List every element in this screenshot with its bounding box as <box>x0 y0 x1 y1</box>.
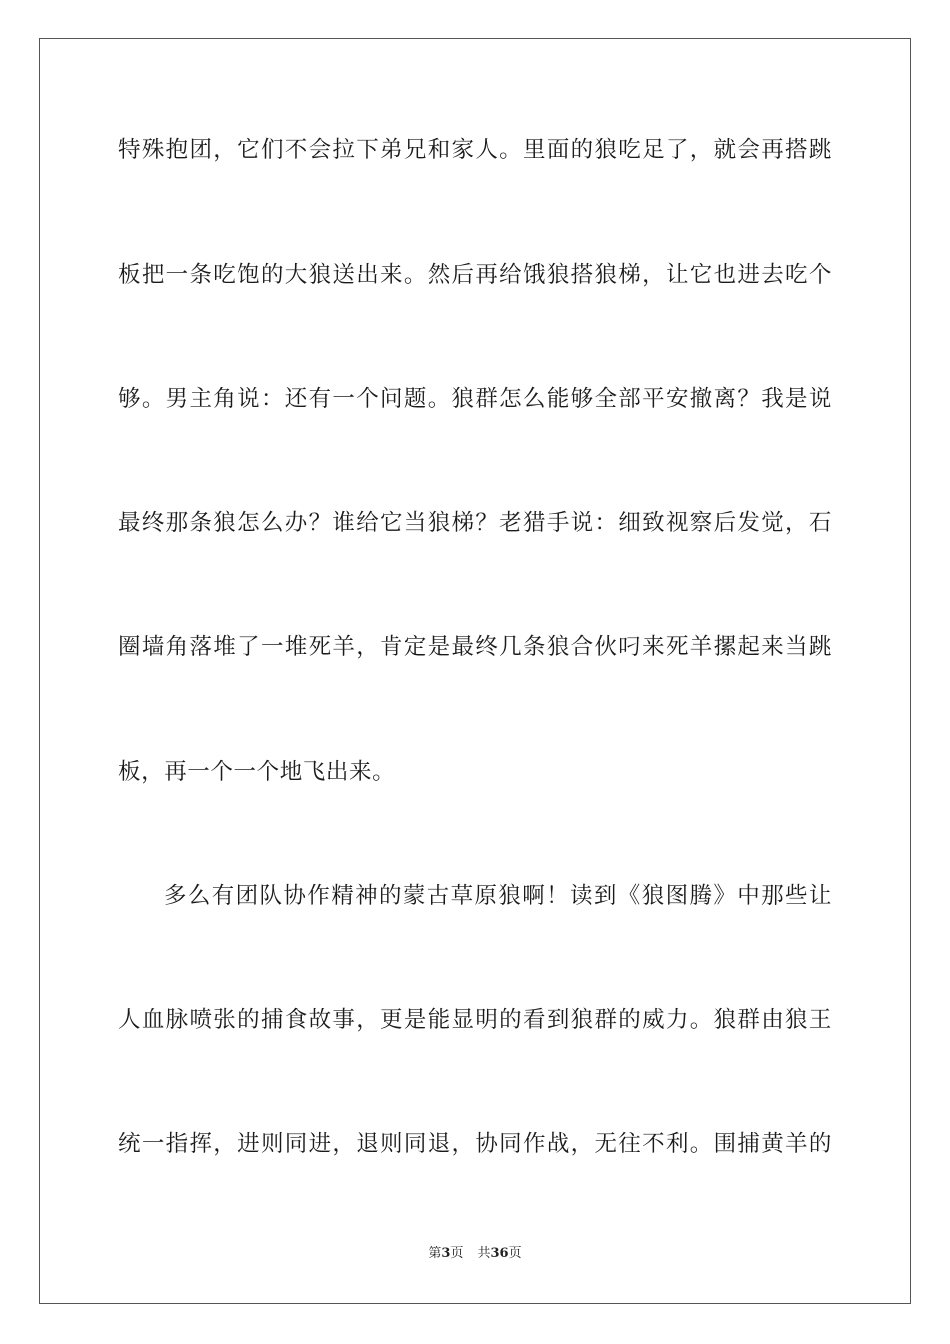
text-line: 够。男主角说：还有一个问题。狼群怎么能够全部平安撤离？我是说 <box>118 386 832 412</box>
text-line: 板，再一个一个地飞出来。 <box>118 759 396 785</box>
paragraph-first-line: 多么有团队协作精神的蒙古草原狼啊！读到《狼图腾》中那些让 <box>164 883 832 909</box>
text-line: 板把一条吃饱的大狼送出来。然后再给饿狼搭狼梯，让它也进去吃个 <box>118 262 832 288</box>
page-number: 3 <box>441 1246 451 1261</box>
text-line: 人血脉喷张的捕食故事，更是能显明的看到狼群的威力。狼群由狼王 <box>118 1007 832 1033</box>
page-footer <box>0 1245 950 1263</box>
total-prefix: 共 <box>477 1246 491 1261</box>
page-border <box>39 38 911 1304</box>
total-pages: 36 <box>490 1246 509 1261</box>
text-line: 统一指挥，进则同进，退则同退，协同作战，无往不利。围捕黄羊的 <box>118 1131 832 1157</box>
total-suffix: 页 <box>508 1246 522 1261</box>
text-line: 最终那条狼怎么办？谁给它当狼梯？老猎手说：细致视察后发觉，石 <box>118 510 832 536</box>
page-prefix: 第 <box>428 1246 442 1261</box>
text-line: 圈墙角落堆了一堆死羊，肯定是最终几条狼合伙叼来死羊摞起来当跳 <box>118 634 832 660</box>
page-suffix: 页 <box>450 1246 464 1261</box>
text-line: 特殊抱团，它们不会拉下弟兄和家人。里面的狼吃足了，就会再搭跳 <box>118 137 832 163</box>
